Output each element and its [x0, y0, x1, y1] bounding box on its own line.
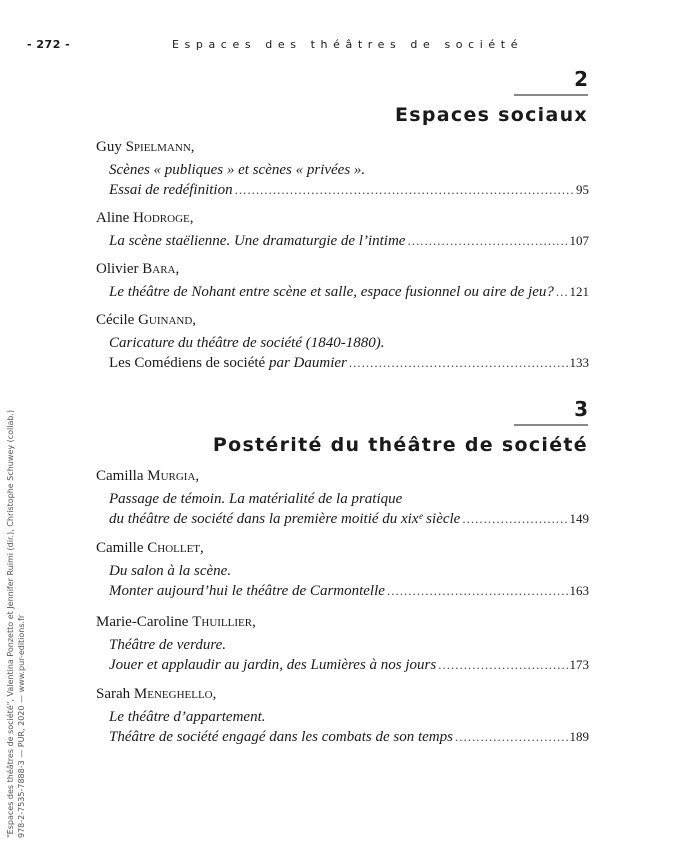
page-ref: 173 — [569, 657, 589, 672]
entry-title-line: Scènes « publiques » et scènes « privées ». — [109, 162, 366, 178]
entry-title-line: du théâtre de société dans la première moitié du xixᵉ siècle ..... 149 — [109, 509, 589, 529]
entry-title-line: Monter aujourd’hui le théâtre de Carmontelle ..... 163 — [109, 581, 589, 601]
entry-title-line: Théâtre de verdure. — [109, 637, 227, 653]
toc-entry[interactable] — [96, 466, 589, 529]
leader-dots — [407, 231, 567, 251]
toc-entry[interactable] — [96, 538, 589, 601]
running-head — [0, 38, 700, 54]
leader-dots — [438, 655, 567, 675]
entry-title-line: Théâtre de société engagé dans les combats de son temps ..... 189 — [109, 727, 589, 747]
section-number: 3 — [574, 397, 588, 421]
author: Guy Spielmann, — [96, 139, 195, 155]
author: Sarah Meneghello, — [96, 686, 217, 702]
author: Camilla Murgia, — [96, 468, 200, 484]
section-rule — [514, 94, 588, 96]
toc-entry[interactable] — [96, 208, 589, 251]
author: Cécile Guinand, — [96, 312, 197, 328]
entry-title-line: Essai de redéfinition ..... 95 — [109, 180, 589, 200]
toc-entry[interactable] — [96, 612, 589, 675]
entry-title-line: Passage de témoin. La matérialité de la pratique — [109, 491, 403, 507]
page-ref: 107 — [569, 233, 589, 248]
section-heading-3 — [213, 398, 588, 456]
author: Camille Chollet, — [96, 540, 204, 556]
author: Olivier Bara, — [96, 261, 180, 277]
leader-dots — [349, 353, 568, 373]
page-ref: 95 — [576, 182, 589, 197]
toc-entry[interactable] — [96, 137, 589, 200]
copyright-margin-note: "Espaces des théâtres de société", Valentina Ponzetto et Jennifer Ruimi (dir.), Christophe Schuwey (collab.) 978-2-7535-7888-3 — PUR, 2020 — www.pur-editions.fr — [6, 409, 26, 838]
leader-dots — [387, 581, 568, 601]
leader-dots — [556, 282, 568, 302]
page-ref: 149 — [569, 511, 589, 526]
entry-title-line: Du salon à la scène. — [109, 563, 232, 579]
running-title: Espaces des théâtres de société — [172, 38, 524, 51]
entry-title-line: La scène staëlienne. Une dramaturgie de l’intime ..... 107 — [109, 231, 589, 251]
toc-entry[interactable] — [96, 684, 589, 747]
author: Marie-Caroline Thuillier, — [96, 614, 256, 630]
section-title: Espaces sociaux — [394, 104, 588, 126]
toc-entry[interactable] — [96, 310, 589, 373]
entry-title-line: Jouer et applaudir au jardin, des Lumières à nos jours ..... 173 — [109, 655, 589, 675]
section-number: 2 — [574, 67, 588, 91]
leader-dots — [462, 509, 567, 529]
toc-entry[interactable] — [96, 259, 589, 302]
section-title: Postérité du théâtre de société — [212, 434, 588, 456]
entry-title-line: Le théâtre de Nohant entre scène et salle, espace fusionnel ou aire de jeu? ..... 121 — [109, 282, 589, 302]
entry-title-line: Caricature du théâtre de société (1840-1880). — [109, 335, 385, 351]
section-rule — [514, 424, 588, 426]
page-ref: 163 — [569, 583, 589, 598]
leader-dots — [235, 180, 574, 200]
author: Aline Hodroge, — [96, 210, 194, 226]
entry-title-line: Le théâtre d’appartement. — [109, 709, 266, 725]
leader-dots — [455, 727, 568, 747]
page-ref: 133 — [569, 355, 589, 370]
page-ref: 189 — [569, 729, 589, 744]
section-heading-2 — [395, 68, 588, 126]
entry-title-line: Les Comédiens de société par Daumier ..... 133 — [109, 353, 589, 373]
page-ref: 121 — [569, 284, 589, 299]
page-number: - 272 - — [27, 38, 71, 51]
